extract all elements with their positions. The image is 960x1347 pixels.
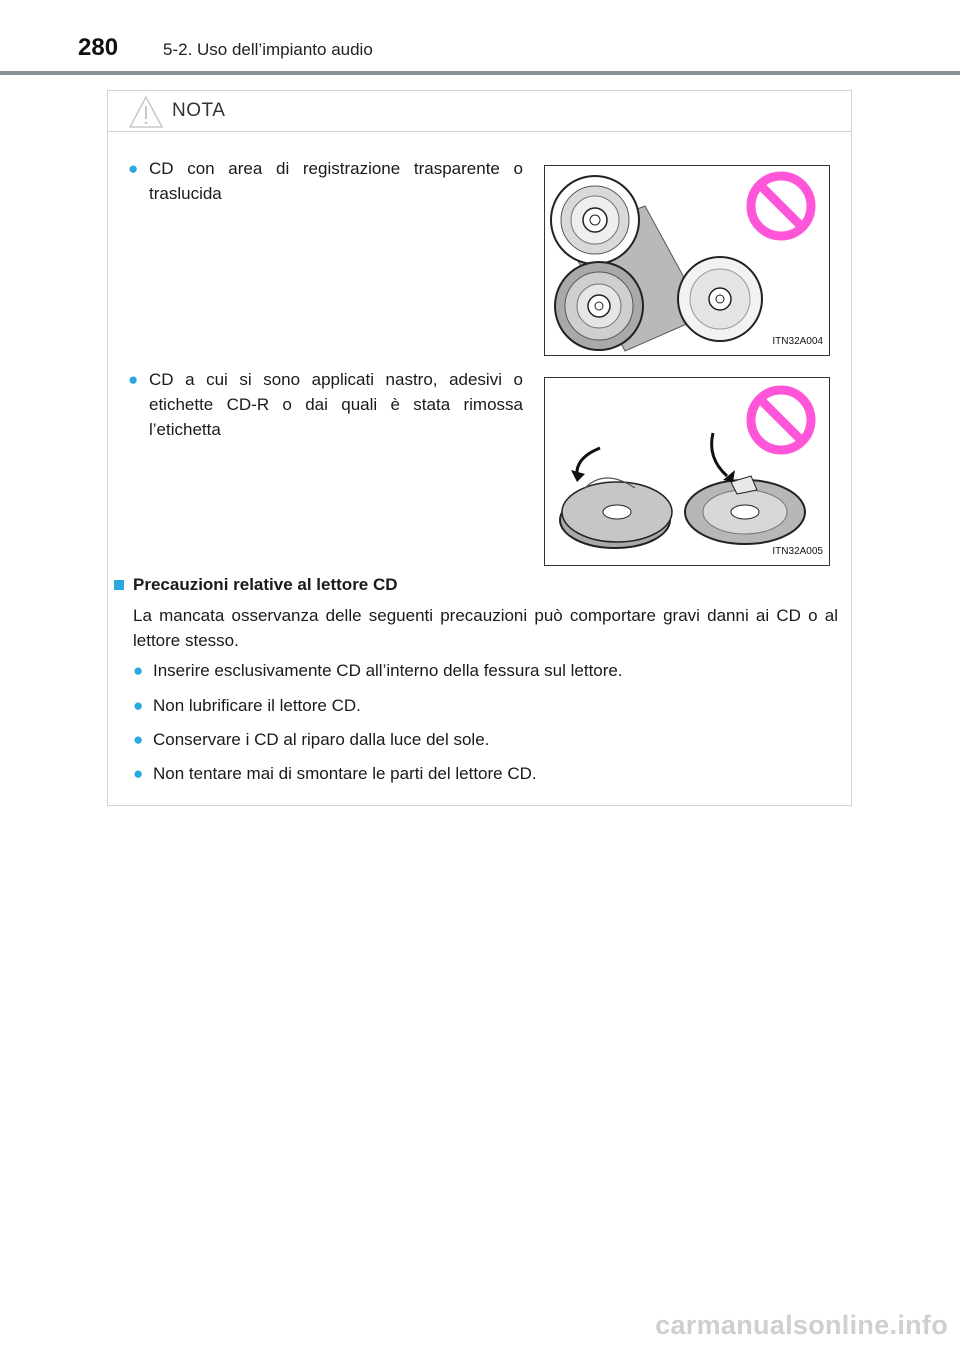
- subsection-heading: Precauzioni relative al lettore CD: [133, 575, 398, 594]
- bullet-dot-icon: ●: [133, 764, 144, 783]
- header-rule: [0, 71, 960, 75]
- labeled-cd-illustration: [545, 378, 829, 565]
- note-box: [107, 90, 852, 806]
- section-title: 5-2. Uso dell’impianto audio: [163, 40, 373, 59]
- subsection-paragraph: La mancata osservanza delle seguenti precauzioni può comportare gravi danni ai CD o al lettore stesso.: [133, 606, 838, 650]
- bullet-dot-icon: ●: [133, 730, 144, 749]
- translucent-cd-illustration: [545, 166, 829, 355]
- note-title: NOTA: [172, 100, 226, 121]
- bullet-dot-icon: ●: [128, 159, 139, 178]
- figure-label: ITN32A004: [772, 336, 823, 347]
- note-bullet-1: CD con area di registrazione trasparente o traslucida: [149, 159, 523, 203]
- note-header: [108, 91, 851, 132]
- bullet-dot-icon: ●: [133, 661, 144, 680]
- figure-labeled-cd: [544, 377, 830, 566]
- bullet-dot-icon: ●: [133, 696, 144, 715]
- note-bullet-2: CD a cui si sono applicati nastro, adesivi o etichette CD-R o dai quali è stata rimossa l’etichetta: [149, 370, 523, 439]
- list-item: Non lubrificare il lettore CD.: [153, 696, 361, 715]
- figure-label: ITN32A005: [772, 546, 823, 557]
- list-item: Non tentare mai di smontare le parti del lettore CD.: [153, 764, 537, 783]
- figure-translucent-cd: [544, 165, 830, 356]
- watermark: carmanualsonline.info: [655, 1310, 948, 1340]
- warning-triangle-icon: [128, 95, 164, 129]
- page-number: 280: [78, 34, 119, 61]
- list-item: Inserire esclusivamente CD all’interno della fessura sul lettore.: [153, 661, 623, 680]
- list-item: Conservare i CD al riparo dalla luce del sole.: [153, 730, 490, 749]
- bullet-dot-icon: ●: [128, 370, 139, 389]
- square-bullet-icon: [114, 580, 124, 590]
